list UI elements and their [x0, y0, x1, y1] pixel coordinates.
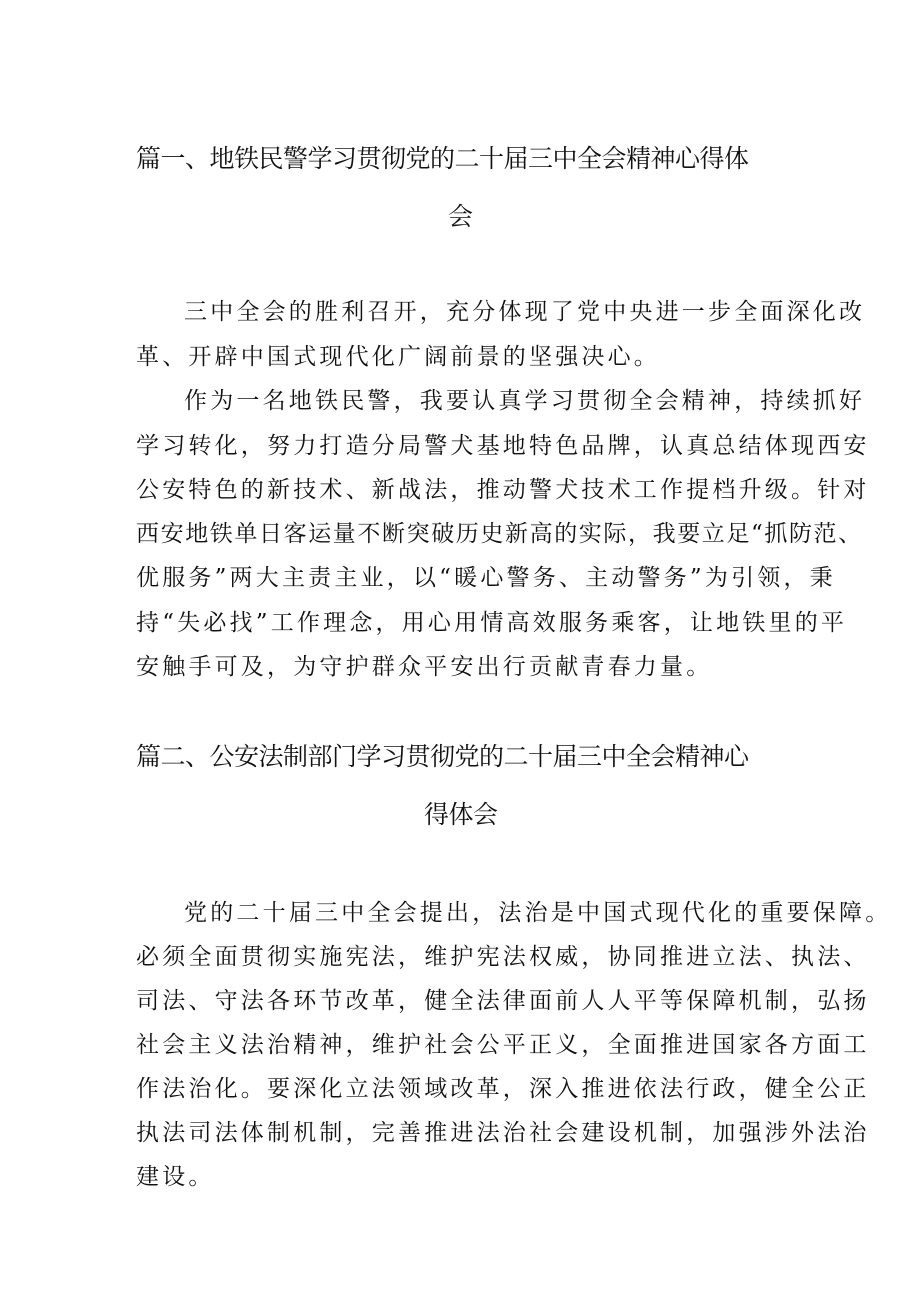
section-1-paragraph-2-line-7: 安触手可及，为守护群众平安出行贡献青春力量。: [136, 654, 713, 680]
section-1-paragraph-2-line-6: 持“失必找”工作理念，用心用情高效服务乘客，让地铁里的平: [136, 610, 848, 636]
section-2-paragraph-1-line-5: 作法治化。要深化立法领域改革，深入推进依法行政，健全公正: [136, 1076, 870, 1102]
section-2-paragraph-1-line-2: 必须全面贯彻实施宪法，维护宪法权威，协同推进立法、执法、: [136, 944, 870, 970]
section-2-paragraph-1-line-7: 建设。: [136, 1164, 215, 1190]
section-2-title-line-2: 得体会: [424, 800, 498, 829]
section-2-paragraph-1-line-1: 党的二十届三中全会提出，法治是中国式现代化的重要保障。: [184, 900, 892, 926]
section-1-title-line-1: 篇一、地铁民警学习贯彻党的二十届三中全会精神心得体: [136, 144, 749, 173]
section-1-paragraph-1-line-1: 三中全会的胜利召开，充分体现了党中央进一步全面深化改: [184, 299, 866, 325]
section-2-title-line-1: 篇二、公安法制部门学习贯彻党的二十届三中全会精神心: [136, 742, 749, 771]
section-1-paragraph-2-line-3: 公安特色的新技术、新战法，推动警犬技术工作提档升级。针对: [136, 477, 870, 503]
section-1-paragraph-2-line-2: 学习转化，努力打造分局警犬基地特色品牌，认真总结体现西安: [136, 433, 870, 459]
section-2-paragraph-1-line-6: 执法司法体制机制，完善推进法治社会建设机制，加强涉外法治: [136, 1120, 870, 1146]
section-1-paragraph-2-line-4: 西安地铁单日客运量不断突破历史新高的实际，我要立足“抓防范、: [136, 521, 863, 547]
section-1-title-line-2: 会: [448, 202, 473, 231]
section-1-paragraph-2-line-5: 优服务”两大主责主业，以“暖心警务、主动警务”为引领，秉: [136, 565, 836, 591]
section-1-paragraph-1-line-2: 革、开辟中国式现代化广阔前景的坚强决心。: [136, 344, 660, 370]
section-2-paragraph-1-line-4: 社会主义法治精神，维护社会公平正义，全面推进国家各方面工: [136, 1032, 870, 1058]
section-2-paragraph-1-line-3: 司法、守法各环节改革，健全法律面前人人平等保障机制，弘扬: [136, 988, 870, 1014]
section-1-paragraph-2-line-1: 作为一名地铁民警，我要认真学习贯彻全会精神，持续抓好: [184, 388, 866, 414]
